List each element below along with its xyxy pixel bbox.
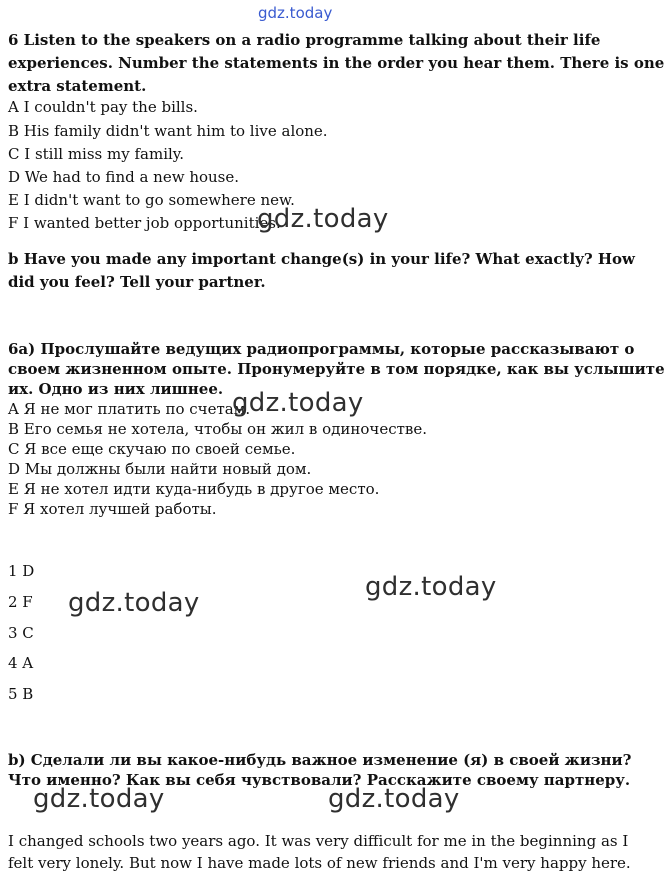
task6b-line: did you feel? Tell your partner. (8, 273, 266, 291)
task6-heading-line: 6 Listen to the speakers on a radio programme talking about their life (8, 31, 601, 49)
answer-item: 3 C (8, 624, 34, 642)
statement-d-ru: D Мы должны были найти новый дом. (8, 460, 312, 478)
watermark-top: gdz.today (258, 4, 333, 22)
statement-e: E I didn't want to go somewhere new. (8, 191, 295, 209)
watermark: gdz.today (257, 204, 389, 234)
task-b-ru-line: b) Сделали ли вы какое-нибудь важное изменение (я) в своей жизни? (8, 751, 632, 769)
watermark: gdz.today (365, 572, 497, 602)
answer-item: 2 F (8, 593, 33, 611)
statement-c: C I still miss my family. (8, 145, 185, 163)
statement-b: B His family didn't want him to live alone. (8, 122, 328, 140)
statement-a: A I couldn't pay the bills. (8, 98, 198, 116)
response-line: felt very lonely. But now I have made lots of new friends and I'm very happy here. (8, 854, 631, 872)
watermark: gdz.today (33, 784, 165, 814)
task6-heading-line: extra statement. (8, 77, 147, 95)
task6b-line: b Have you made any important change(s) in your life? What exactly? How (8, 250, 635, 268)
task6a-heading-line: своем жизненном опыте. Пронумеруйте в том порядке, как вы услышите (8, 360, 665, 378)
answer-item: 1 D (8, 562, 35, 580)
task-b-ru-line: Что именно? Как вы себя чувствовали? Расскажите своему партнеру. (8, 771, 631, 789)
watermark: gdz.today (232, 388, 364, 418)
task6a-heading-line: их. Одно из них лишнее. (8, 380, 224, 398)
statement-d: D We had to find a new house. (8, 168, 240, 186)
statement-f-ru: F Я хотел лучшей работы. (8, 500, 217, 518)
answer-item: 4 A (8, 654, 34, 672)
task6-heading-line: experiences. Number the statements in the order you hear them. There is one (8, 54, 665, 72)
statement-a-ru: A Я не мог платить по счетам. (8, 400, 251, 418)
statement-f: F I wanted better job opportunities. (8, 214, 281, 232)
watermark: gdz.today (328, 784, 460, 814)
statement-e-ru: E Я не хотел идти куда-нибудь в другое место. (8, 480, 380, 498)
task6a-heading-line: 6a) Прослушайте ведущих радиопрограммы, которые рассказывают о (8, 340, 635, 358)
answer-item: 5 B (8, 685, 34, 703)
statement-b-ru: B Его семья не хотела, чтобы он жил в одиночестве. (8, 420, 428, 438)
statement-c-ru: C Я все еще скучаю по своей семье. (8, 440, 296, 458)
watermark: gdz.today (68, 588, 200, 618)
response-line: I changed schools two years ago. It was very difficult for me in the beginning as I (8, 832, 629, 850)
